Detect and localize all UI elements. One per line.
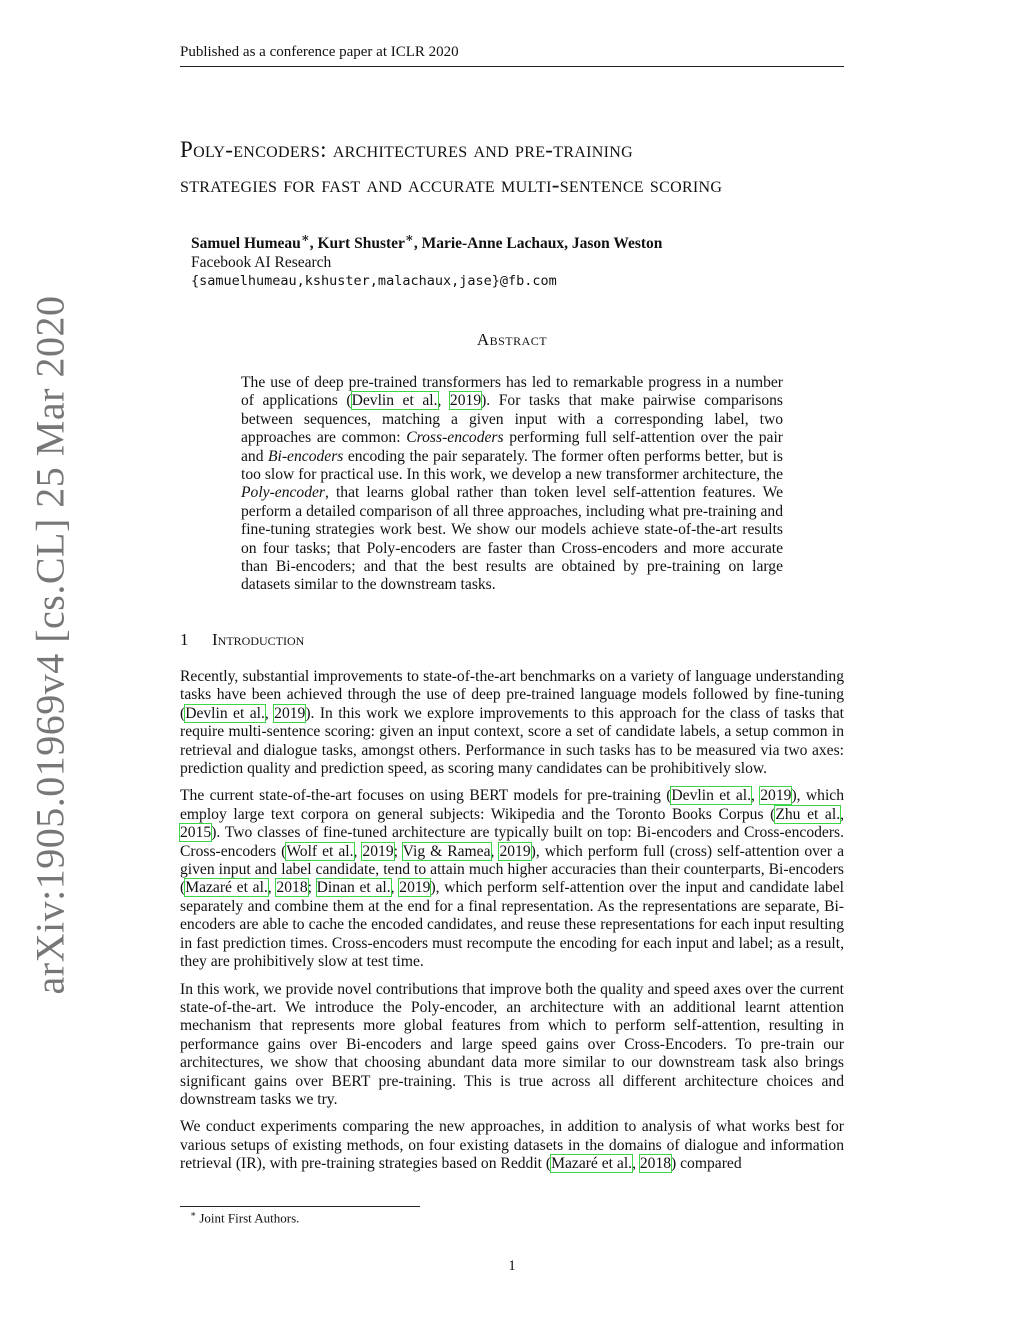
introduction-body [180, 668, 844, 1183]
citation-year-link[interactable]: 2019 [499, 842, 531, 860]
footnote-mark: ∗ [190, 1209, 197, 1219]
arxiv-identifier: arXiv:1905.01969v4 [cs.CL] 25 Mar 2020 [27, 295, 73, 995]
citation-year-link[interactable]: 2018 [276, 879, 308, 897]
running-header: Published as a conference paper at ICLR 2020 [180, 44, 844, 67]
citation-year-link[interactable]: 2019 [399, 879, 431, 897]
citation-year-link[interactable]: 2018 [639, 1155, 672, 1173]
citation-link[interactable]: Devlin et al. [671, 787, 751, 805]
citation-link[interactable]: Devlin et al. [185, 704, 265, 722]
citation-separator: , [750, 787, 761, 805]
citation-link[interactable]: Devlin et al. [351, 392, 438, 410]
footnote-text: Joint First Authors. [199, 1210, 300, 1226]
paper-title [180, 132, 860, 202]
citation-year-link[interactable]: 2019 [362, 842, 394, 860]
citation-year-link[interactable]: 2019 [274, 704, 306, 722]
abstract-heading: Abstract [476, 330, 548, 349]
abstract-text-run: encoding the pair separately. The former often performs better, but is too slow for practical use. In this work, we develop a new transformer architecture, the [241, 447, 783, 484]
citation-separator: , [353, 842, 363, 860]
equal-contribution-mark: ∗ [404, 230, 414, 245]
abstract-text-run: The use of deep pre-trained transformers has led to remarkable progress in a number of applications ( [241, 374, 783, 410]
abstract-text [241, 374, 783, 595]
citation-link[interactable]: Zhu et al. [775, 805, 841, 823]
page-number: 1 [508, 1258, 516, 1274]
citation-separator: ; [307, 879, 317, 897]
footnote-rule [180, 1206, 420, 1207]
abstract-text-run: ). For tasks that make pairwise comparisons between sequences, matching a given input with a corresponding label, two approaches are common: [241, 392, 783, 447]
citation-year-link[interactable]: 2019 [760, 787, 792, 805]
citation-separator: , [390, 879, 400, 897]
citation-separator: , [267, 879, 277, 897]
text-run: The current state-of-the-art focuses on using BERT models for pre-training ( [180, 787, 672, 805]
text-run: We conduct experiments comparing the new approaches, in addition to analysis of what works best for various setups of existing methods, on four existing datasets in the domains of dialogue and information retrieval (IR), with pre-training strategies based on Reddit ( [180, 1118, 844, 1173]
citation-separator: , [632, 1155, 640, 1173]
author-1: Samuel Humeau [191, 235, 301, 253]
citation-separator: , [437, 392, 450, 410]
paragraph [180, 668, 844, 778]
term-cross-encoders: Cross-encoders [406, 429, 504, 447]
text-run: ). In this work we explore improvements to this approach for the class of tasks that require multi-sentence scoring: given an input context, score a set of candidate labels, a setup common in retrieval and dialogue tasks, amongst others. Performance in such tasks has to be measured via two axes: prediction quality and prediction speed, as scoring many candidates can be prohibitively slow. [180, 704, 844, 778]
equal-contribution-mark: ∗ [300, 230, 310, 245]
text-run: ) compared [671, 1155, 742, 1173]
text-run: Recently, substantial improvements to state-of-the-art benchmarks on a variety of language understanding tasks have been achieved through the use of deep pre-trained language models followed by fine-tuning ( [180, 668, 844, 722]
citation-separator: , [264, 704, 275, 722]
citation-link[interactable]: Vig & Ramea [402, 842, 491, 860]
text-run: ). Two classes of fine-tuned architecture are typically built on top: Bi-encoders and Cross-encoders. Cross-encoders ( [180, 824, 844, 860]
term-poly-encoder: Poly-encoder [241, 484, 325, 502]
section-heading [180, 630, 304, 650]
text-run: ), which perform self-attention over the input and candidate label separately and combine them at the end for a final representation. As the representations are separate, Bi-encoders are able to cache the encoded candidates, and reuse these representations for each input resulting in fast prediction times. Cross-encoders must recompute the encoding for each input and label; as a result, they are prohibitively slow at test time. [180, 879, 845, 971]
citation-separator: , [840, 805, 844, 823]
citation-year-link[interactable]: 2019 [449, 392, 482, 410]
citation-link[interactable]: Mazaré et al. [551, 1155, 633, 1173]
author-2: Kurt Shuster [317, 235, 405, 253]
title-line-1: Poly-encoders: architectures and pre-training [180, 137, 633, 162]
affiliation: Facebook AI Research [191, 254, 332, 272]
abstract-text-run: , that learns global rather than token level self-attention features. We perform a detailed comparison of all three approaches, including what pre-training and fine-tuning strategies work best. We show our models achieve state-of-the-art results on four tasks; that Poly-encoders are faster than Cross-encoders and more accurate than Bi-encoders; and that the best results are obtained by pre-training on large datasets similar to the downstream tasks. [241, 484, 783, 594]
other-authors: , Marie-Anne Lachaux, Jason Weston [413, 235, 663, 253]
citation-link[interactable]: Mazaré et al. [185, 879, 268, 897]
abstract-text-run: performing full self-attention over the pair and [241, 429, 783, 465]
citation-link[interactable]: Wolf et al. [286, 842, 354, 860]
text-run: ), which employ large text corpora on general subjects: Wikipedia and the Toronto Books Corpus ( [180, 787, 844, 823]
author-block [191, 228, 831, 291]
footnote [190, 1209, 299, 1226]
section-title: Introduction [212, 630, 305, 649]
paragraph: In this work, we provide novel contributions that improve both the quality and speed axes over the current state-of-the-art. We introduce the Poly-encoder, an architecture with an additional learnt attention mechanism that represents more global features from which to perform self-attention, resulting in performance gains over Bi-encoders and large speed gains over Cross-Encoders. To pre-train our architectures, we show that choosing abundant data more similar to our downstream task also brings significant gains over BERT pre-training. This is true across all different architecture choices and downstream tasks we try. [180, 980, 844, 1108]
author-emails: {samuelhumeau,kshuster,malachaux,jase}@fb.com [191, 273, 557, 290]
section-number: 1 [180, 630, 189, 649]
citation-separator: , [490, 842, 500, 860]
term-bi-encoders: Bi-encoders [268, 447, 344, 465]
text-run: ), which perform full (cross) self-attention over a given input and label candidate, tend to attain much higher accuracies than their counterparts, Bi-encoders ( [180, 842, 845, 897]
citation-link[interactable]: Dinan et al. [316, 879, 391, 897]
citation-year-link[interactable]: 2015 [180, 824, 212, 842]
title-line-2: strategies for fast and accurate multi-sentence scoring [180, 172, 723, 197]
citation-separator: ; [393, 842, 403, 860]
paragraph [180, 1118, 844, 1173]
paragraph [180, 787, 844, 971]
author-separator: , [309, 235, 318, 253]
author-names [191, 228, 831, 253]
